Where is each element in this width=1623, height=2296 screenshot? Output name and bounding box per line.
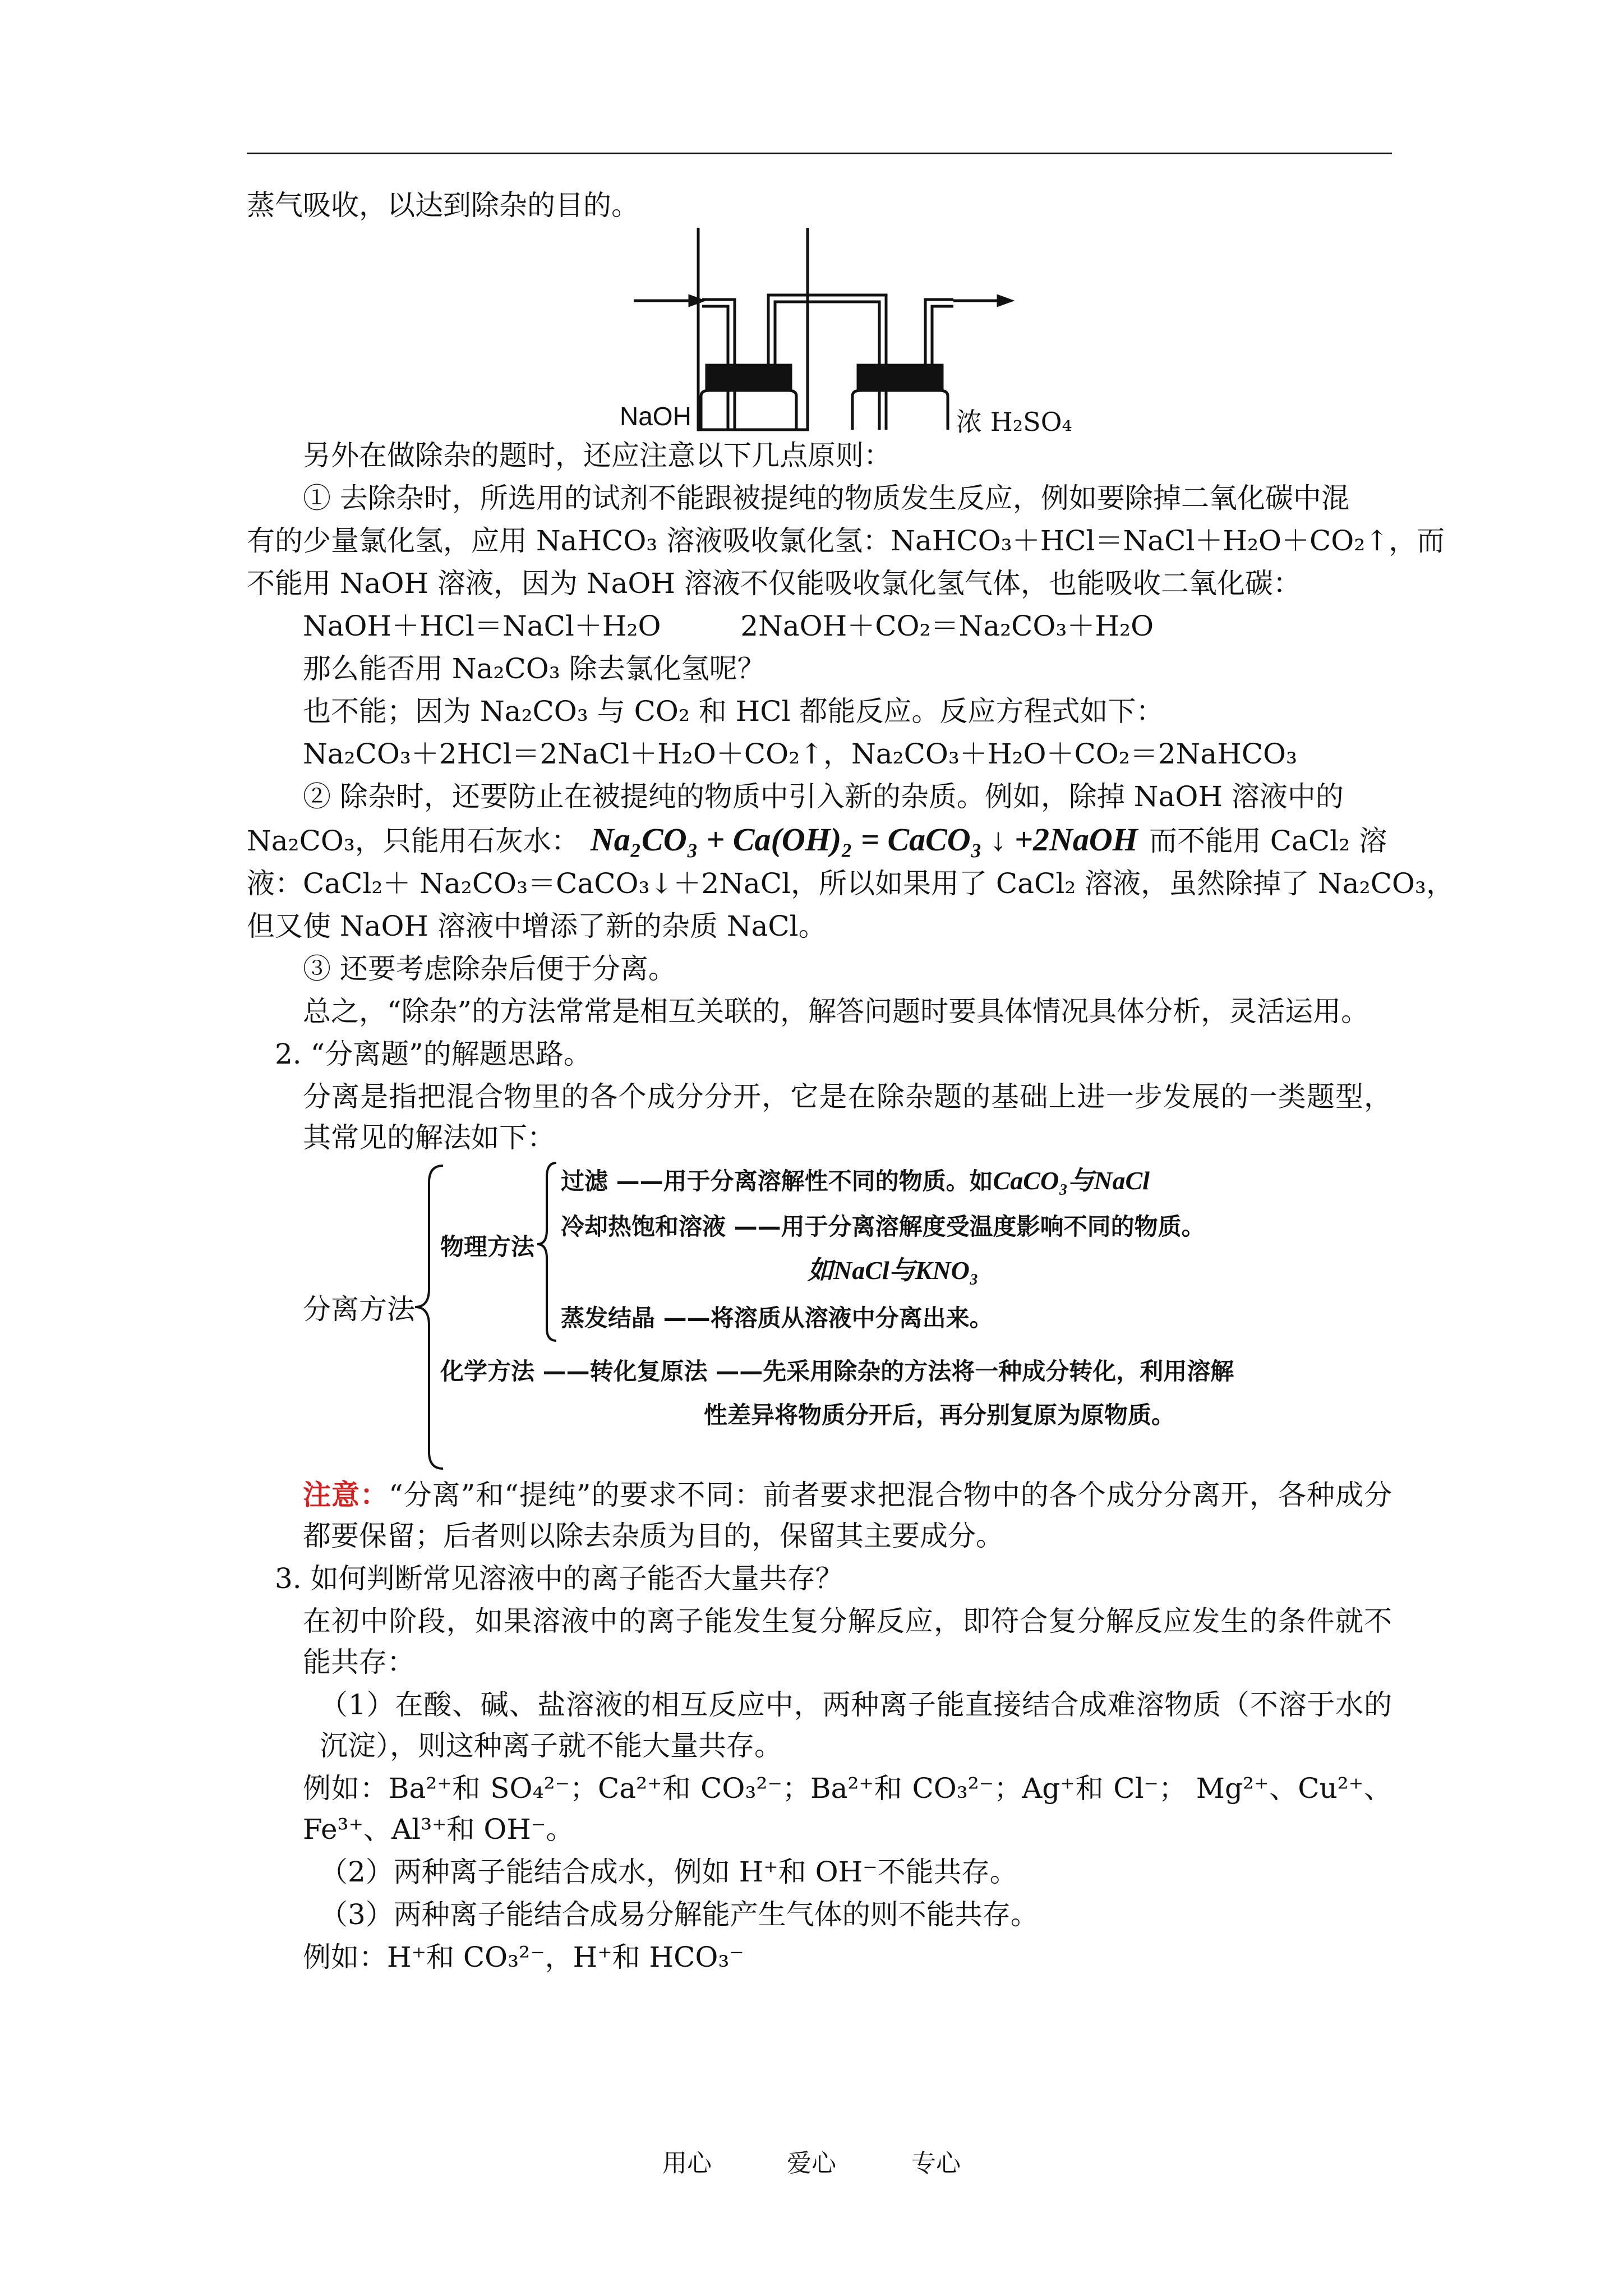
tree-filter — [561, 1160, 1150, 1202]
gas-washing-figure — [247, 228, 1392, 435]
page-content — [247, 185, 1454, 1980]
principle1-line3: 不能用 NaOH 溶液，因为 NaOH 溶液不仅能吸收氯化氢气体，也能吸收二氧化碳： — [247, 567, 1301, 600]
physical-brace — [537, 1163, 556, 1341]
tree-cooling: 冷却热饱和溶液 ——用于分离溶解度受温度影响不同的物质。 — [561, 1213, 1205, 1240]
principle1-line2: 有的少量氯化氢，应用 NaHCO₃ 溶液吸收氯化氢：NaHCO₃＋HCl＝NaCl＋H₂O＋CO₂↑，而 — [247, 524, 1445, 557]
rule3: （3）两种离子能结合成易分解能产生气体的则不能共存。 — [320, 1898, 1039, 1931]
section3-title: 3. 如何判断常见溶液中的离子能否大量共存？ — [275, 1562, 843, 1595]
tree-evaporation: 蒸发结晶 ——将溶质从溶液中分离出来。 — [561, 1304, 993, 1332]
intro-line: 蒸气吸收，以达到除杂的目的。 — [247, 189, 639, 222]
tree-chemical-line2: 性差异将物质分开后，再分别复原为原物质。 — [704, 1401, 1175, 1429]
section3-body: 在初中阶段，如果溶液中的离子能发生复分解反应，即符合复分解反应发生的条件就不能共存： — [303, 1605, 1392, 1678]
rule1: （1）在酸、碱、盐溶液的相互反应中，两种离子能直接结合成难溶物质（不溶于水的沉淀），则这种离子就不能大量共存。 — [320, 1688, 1392, 1762]
equation-naoh-hcl: NaOH＋HCl＝NaCl＋H₂O — [303, 610, 661, 642]
principle2-line2-pre: Na₂CO₃，只能用石灰水： — [247, 825, 579, 857]
summary-paragraph: 总之，“除杂”的方法常常是相互关联的，解答问题时要具体情况具体分析，灵活运用。 — [303, 995, 1370, 1028]
principle3-line: ③ 还要考虑除杂后便于分离。 — [303, 953, 676, 985]
principle2-line4: 但又使 NaOH 溶液中增添了新的杂质 NaCl。 — [247, 910, 827, 942]
filter-text: 过滤 ——用于分离溶解性不同的物质。如 — [561, 1167, 993, 1195]
rule3-example: 例如：H⁺和 CO₃²⁻，H⁺和 HCO₃⁻ — [303, 1941, 744, 1973]
principle2-line2 — [247, 819, 1392, 862]
tree-cooling-example — [808, 1250, 979, 1291]
note-text: “分离”和“提纯”的要求不同：前者要求把混合物中的各个成分分离开，各种成分都要保留；后者则以除去杂质为目的，保留其主要成分。 — [303, 1479, 1392, 1552]
equation-row-1 — [247, 606, 1392, 647]
note-paragraph — [247, 1474, 1392, 1557]
equation-row-2: Na₂CO₃＋2HCl＝2NaCl＋H₂O＋CO₂↑，Na₂CO₃＋H₂O＋CO₂＝2NaHCO₃ — [303, 738, 1298, 770]
h2so4-label — [956, 402, 1072, 443]
question-line: 那么能否用 Na₂CO₃ 除去氯化氢呢？ — [303, 652, 766, 685]
answer-line: 也不能；因为 Na₂CO₃ 与 CO₂ 和 HCl 都能反应。反应方程式如下： — [303, 695, 1164, 728]
page-footer — [0, 2143, 1623, 2179]
note-label: 注意： — [303, 1478, 389, 1511]
principle2-line2-post: 而不能用 CaCl₂ 溶 — [1149, 825, 1387, 857]
equation-naoh-co2: 2NaOH＋CO₂＝Na₂CO₃＋H₂O — [740, 610, 1154, 642]
header-rule — [247, 153, 1392, 154]
footer-item: 爱心 — [787, 2149, 836, 2178]
h2so4-formula: H₂SO₄ — [990, 407, 1072, 437]
tree-physical: 物理方法 — [440, 1233, 535, 1260]
limewater-equation: Na₂CO₃ + Ca(OH)₂ = CaCO₃ ↓ +2NaOH — [590, 821, 1138, 858]
naoh-label: NaOH — [620, 402, 691, 431]
rule2: （2）两种离子能结合成水，例如 H⁺和 OH⁻不能共存。 — [320, 1856, 1018, 1888]
separation-method-tree — [247, 1160, 1392, 1474]
filter-example: CaCO₃与NaCl — [993, 1166, 1150, 1195]
cooling-example: 如NaCl与KNO₃ — [808, 1256, 979, 1285]
principle2-line1: ② 除杂时，还要防止在被提纯的物质中引入新的杂质。例如，除掉 NaOH 溶液中的 — [303, 780, 1344, 813]
wash-bottles-diagram — [247, 228, 1392, 435]
principle1-line1: ① 去除杂时，所选用的试剂不能跟被提纯的物质发生反应，例如要除掉二氧化碳中混 — [303, 482, 1349, 514]
footer-item: 专心 — [911, 2149, 961, 2178]
rule1-example: 例如：Ba²⁺和 SO₄²⁻；Ca²⁺和 CO₃²⁻；Ba²⁺和 CO₃²⁻；Ag⁺和 Cl⁻； Mg²⁺、Cu²⁺、Fe³⁺、Al³⁺和 OH⁻。 — [303, 1772, 1392, 1846]
footer-item: 用心 — [662, 2149, 712, 2178]
root-brace — [415, 1166, 443, 1469]
principle2-line3: 液：CaCl₂＋ Na₂CO₃＝CaCO₃↓＋2NaCl，所以如果用了 CaCl₂ 溶液，虽然除掉了 Na₂CO₃， — [247, 867, 1454, 900]
h2so4-prefix: 浓 — [956, 407, 990, 437]
section2-title: 2. “分离题”的解题思路。 — [275, 1038, 592, 1070]
section2-body: 分离是指把混合物里的各个成分分开，它是在除杂题的基础上进一步发展的一类题型，其常见的解法如下： — [303, 1080, 1392, 1154]
tree-root: 分离方法 — [303, 1293, 415, 1326]
tree-chemical-line1: 化学方法 ——转化复原法 ——先采用除杂的方法将一种成分转化，利用溶解 — [440, 1358, 1234, 1385]
principles-intro: 另外在做除杂的题时，还应注意以下几点原则： — [303, 439, 892, 472]
